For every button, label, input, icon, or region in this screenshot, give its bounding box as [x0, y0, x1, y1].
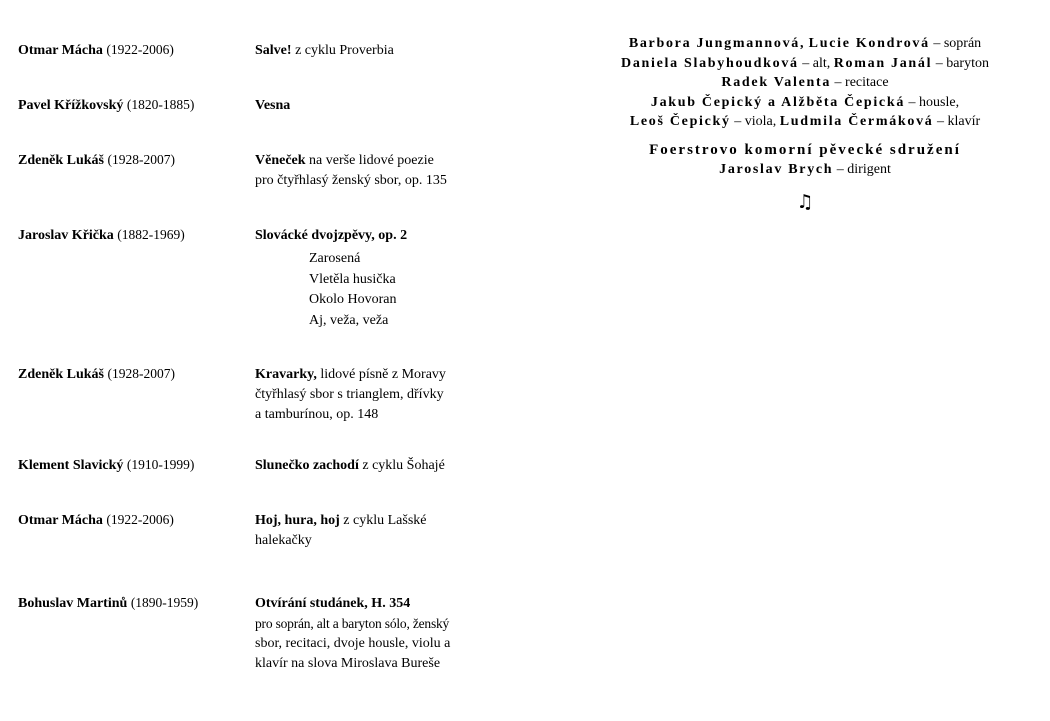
work-desc-line: pro soprán, alt a baryton sólo, ženský	[255, 616, 450, 631]
composer-years: (1922-2006)	[106, 512, 174, 527]
work	[255, 511, 485, 551]
choir-name: Foerstrovo komorní pěvecké sdružení	[649, 141, 961, 158]
work-title: Hoj, hura, hoj	[255, 513, 340, 528]
work-desc-line: halekačky	[255, 533, 312, 548]
composer-years: (1890-1959)	[130, 595, 199, 610]
work-desc: z cyklu Lašské	[339, 513, 427, 528]
performer-line	[585, 54, 1025, 74]
performer-role: – klavír	[933, 114, 981, 129]
performer-role: – baryton	[932, 55, 989, 71]
work	[255, 41, 485, 61]
performer-name: Daniela Slabyhoudková	[621, 55, 799, 71]
composer-name: Jaroslav Křička	[18, 228, 114, 243]
composer-years: (1882-1969)	[117, 227, 185, 242]
work	[255, 226, 485, 331]
composer	[18, 456, 248, 475]
work	[255, 365, 485, 425]
performer-name: Ludmila Čermáková	[779, 114, 934, 129]
composer	[18, 151, 248, 170]
work-desc: z cyklu Šohajé	[358, 458, 445, 473]
work-title: Kravarky,	[255, 367, 317, 382]
performer-name: Jakub Čepický a Alžběta Čepická	[650, 94, 906, 110]
work	[255, 456, 485, 476]
performer-role: – recitace	[831, 75, 889, 90]
composer	[18, 96, 248, 115]
conductor-role: – dirigent	[833, 161, 891, 177]
work-desc-line: klavír na slova Miroslava Bureše	[255, 656, 441, 671]
composer-years: (1928-2007)	[107, 152, 175, 167]
conductor-line	[585, 160, 1025, 179]
work-title: Věneček	[255, 153, 306, 168]
composer-name: Bohuslav Martinů	[18, 596, 128, 611]
conductor-name: Jaroslav Brych	[719, 161, 834, 177]
performer-role: – alt,	[798, 55, 834, 71]
song-item: Aj, veža, veža	[309, 312, 389, 328]
performer-role: – viola,	[730, 114, 780, 129]
performer-name: Roman Janál	[833, 55, 933, 71]
performer-line	[585, 112, 1025, 132]
work	[255, 96, 485, 116]
work-title: Slovácké dvojzpěvy, op. 2	[255, 228, 408, 243]
composer-years: (1922-2006)	[106, 42, 174, 57]
work-title: Slunečko zachodí	[255, 458, 359, 473]
composer-name: Klement Slavický	[18, 458, 124, 473]
composer-name: Pavel Křížkovský	[18, 98, 124, 113]
performer-role: – housle,	[905, 94, 960, 110]
song-item: Vletěla husička	[309, 271, 396, 287]
composer	[18, 511, 248, 530]
composer-name: Zdeněk Lukáš	[18, 367, 104, 382]
composer-years: (1820-1885)	[126, 97, 195, 112]
work-desc: lidové písně z Moravy	[316, 367, 446, 382]
work-desc-line: sbor, recitaci, dvoje housle, violu a	[255, 636, 451, 651]
performer-name: Barbora Jungmannová,	[628, 36, 806, 51]
work-desc-line: čtyřhlasý sbor s trianglem, dřívky	[255, 387, 444, 402]
work-desc: na verše lidové poezie	[305, 153, 434, 168]
music-note-icon: ♫	[796, 190, 814, 213]
work-title: Otvírání studánek, H. 354	[255, 596, 411, 611]
work-title: Salve!	[255, 43, 292, 58]
work-desc: z cyklu Proverbia	[291, 43, 394, 58]
work	[255, 151, 485, 191]
performer-line	[585, 93, 1025, 113]
composer-years: (1910-1999)	[126, 457, 195, 472]
composer-name: Otmar Mácha	[18, 513, 103, 528]
performer-role: – soprán	[929, 36, 982, 51]
performer-line	[585, 73, 1025, 93]
performer-line	[585, 34, 1025, 54]
composer-years: (1928-2007)	[107, 366, 175, 381]
work-desc-line: a tamburínou, op. 148	[255, 407, 379, 422]
work	[255, 594, 485, 674]
performer-name: Lucie Kondrová	[808, 36, 930, 51]
song-list	[255, 249, 485, 331]
performer-name: Radek Valenta	[721, 75, 832, 90]
composer-name: Zdeněk Lukáš	[18, 153, 104, 168]
composer	[18, 226, 248, 245]
work-title: Vesna	[255, 98, 291, 113]
composer	[18, 594, 248, 613]
song-item: Okolo Hovoran	[309, 292, 397, 307]
performer-name: Leoš Čepický	[629, 114, 731, 129]
song-item: Zarosená	[309, 251, 361, 266]
composer	[18, 365, 248, 384]
composer	[18, 41, 248, 60]
composer-name: Otmar Mácha	[18, 43, 103, 58]
performers-block	[585, 34, 1025, 213]
work-desc-line: pro čtyřhlasý ženský sbor, op. 135	[255, 173, 447, 188]
